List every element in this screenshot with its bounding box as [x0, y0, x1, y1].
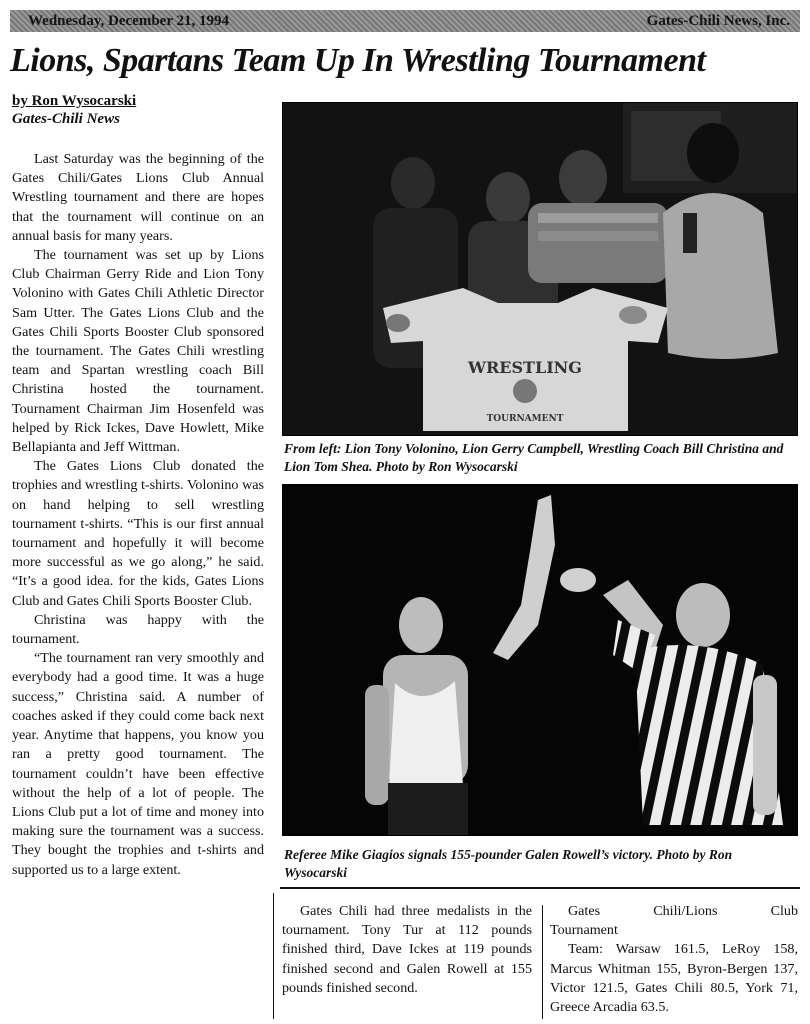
medalists-paragraph: Gates Chili had three medalists in the tournament. Tony Tur at 112 pounds finished third, Dave Ickes at 119 pounds finished second and Galen Rowell at 155 pounds finished second. [282, 903, 532, 996]
medalists-column [282, 902, 532, 998]
photo1-caption: From left: Lion Tony Volonino, Lion Gerry Campbell, Wrestling Coach Bill Christina and Lion Tom Shea. Photo by Ron Wysocarski [284, 441, 784, 474]
column-rule [542, 905, 543, 1019]
article-paragraph: The tournament was set up by Lions Club Chairman Gerry Ride and Lion Tony Volonino with Gates Chili Athletic Director Sam Utter. The Gates Lions Club and the Gates Chili Sports Booster Club sponsored the tournament. The Gates Chili wrestling team and Spartan wrestling coach Bill Christina hosted the tournament. Tournament Chairman Jim Hosenfeld was helped by Rick Ickes, Dave Howlett, Mike Bellapianta and Jeff Wittman. [12, 247, 264, 456]
column-rule [273, 893, 274, 1019]
results-heading: Gates Chili/Lions Club [568, 903, 798, 919]
photo-group-with-shirt [282, 102, 798, 436]
photo-referee-victory [282, 484, 798, 836]
article-paragraph: Christina was happy with the tournament. [12, 611, 264, 648]
article-body-column [12, 150, 264, 1018]
photo-group-illustration [283, 103, 797, 435]
byline-author: by Ron Wysocarski [12, 93, 137, 109]
publisher-name: Gates-Chili News, Inc. [646, 12, 790, 29]
photo-referee-illustration [283, 485, 797, 835]
photo2-caption: Referee Mike Giagios signals 155-pounder Galen Rowell’s victory. Photo by Ron Wysocarski [284, 847, 733, 880]
article-paragraph: Last Saturday was the beginning of the Gates Chili/Gates Lions Club Annual Wrestling tournament and there are hopes that the tournament will continue on an annual basis for many years. [12, 151, 264, 244]
article-paragraph: “The tournament ran very smoothly and everybody had a good time. It was a huge success,” Christina said. A number of coaches asked if they could come back next year. Anytime that happens, you know you ran a pretty good tournament. The tournament couldn’t have been effective without the help of a lot of people. The Lions Club put a lot of time and money into making sure the tournament was a success. They bought the trophies and t-shirts and supported us to a large extent. [12, 650, 264, 878]
shirt-print-text-2: TOURNAMENT [486, 414, 564, 424]
results-heading-2: Tournament [550, 922, 618, 939]
section-divider [280, 887, 800, 889]
results-paragraph: Team: Warsaw 161.5, LeRoy 158, Marcus Whitman 155, Byron-Bergen 137, Victor 121.5, Gates Chili 80.5, York 71, Greece Arcadia 63.5. [550, 941, 798, 1016]
results-column [550, 902, 798, 1017]
issue-date: Wednesday, December 21, 1994 [28, 12, 229, 29]
article-paragraph: The Gates Lions Club donated the trophies and wrestling t-shirts. Volonino was on hand helping to sell wrestling tournament t-shirts. “This is our first annual tournament and hopefully it will become more successful as we go along,” he said. “It’s a good idea. for the kids, Gates Lions Club and Gates Chili Sports Booster Club. [12, 458, 264, 609]
shirt-print-text: WRESTLING [468, 358, 582, 377]
article-headline: Lions, Spartans Team Up In Wrestling Tournament [10, 42, 706, 79]
page-header [10, 10, 800, 32]
byline [12, 93, 136, 128]
byline-publication: Gates-Chili News [12, 111, 120, 127]
